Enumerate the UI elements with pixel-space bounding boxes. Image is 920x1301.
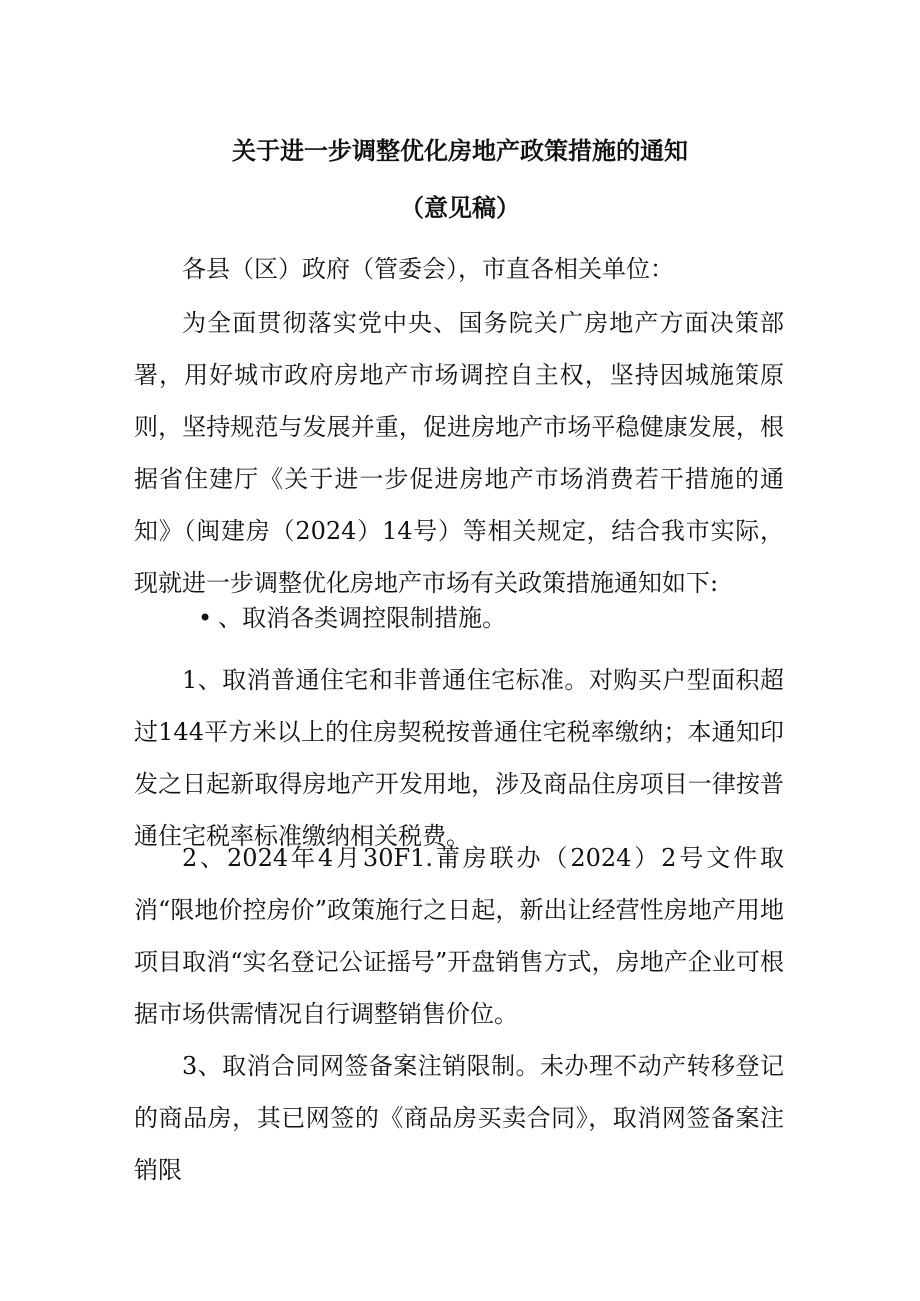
salutation: 各县（区）政府（管委会），市直各相关单位： [182, 255, 674, 283]
document-title: 关于进一步调整优化房地产政策措施的通知 [232, 137, 688, 165]
item-paragraph-2: 2、2024年4月30F1.莆房联办（2024）2号文件取消“限地价控房价”政策施行之日起，新出让经营性房地产用地项目取消“实名登记公证摇号”开盘销售方式，房地产企业可根据市场供需情况自行调整销售价位。 [134, 844, 784, 1028]
document-subtitle: （意见稿） [400, 194, 520, 222]
section-bullet: • [198, 604, 213, 632]
item-paragraph-1: 1、取消普通住宅和非普通住宅标准。对购买户型面积超过144平方米以上的住房契税按普通住宅税率缴纳；本通知印发之日起新取得房地产开发用地，涉及商品住房项目一律按普通住宅税率标准缴纳相关税费。 [134, 666, 784, 850]
section-heading-text: 、取消各类调控限制措施。 [218, 604, 507, 632]
item-paragraph-3: 3、取消合同网签备案注销限制。未办理不动产转移登记的商品房，其已网签的《商品房买卖合同》，取消网签备案注销限 [134, 1052, 784, 1184]
section-heading [198, 598, 506, 638]
intro-paragraph: 为全面贯彻落实党中央、国务院关广房地产方面决策部署，用好城市政府房地产市场调控自主权，坚持因城施策原则，坚持规范与发展并重，促进房地产市场平稳健康发展，根据省住建厅《关于进一步促进房地产市场消费若干措施的通知》（闽建房（2024）14号）等相关规定，结合我市实际，现就进一步调整优化房地产市场有关政策措施通知如下: [134, 309, 784, 597]
